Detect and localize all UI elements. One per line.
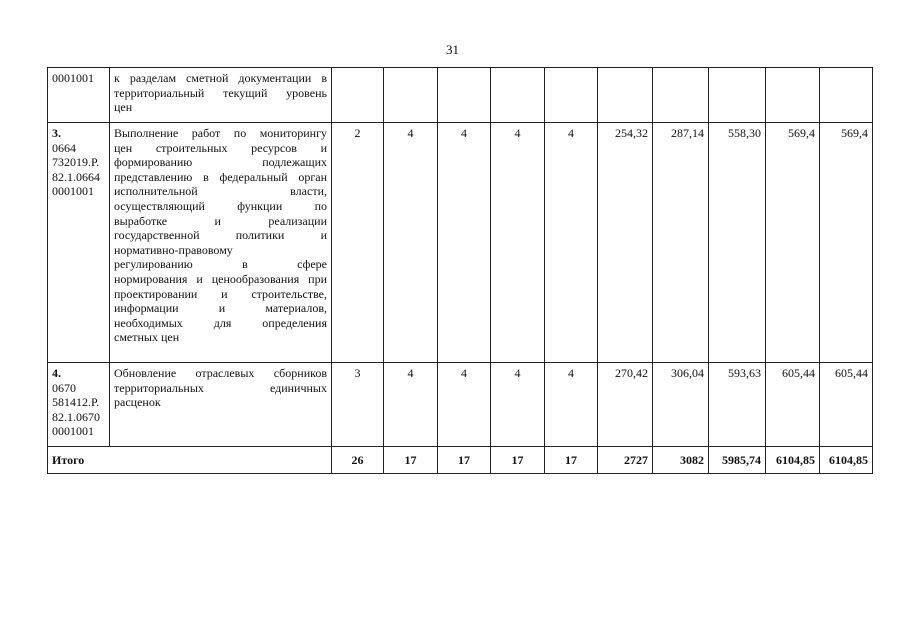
row-description — [110, 363, 332, 447]
desc-line: Обновление отраслевых сборников — [114, 366, 327, 380]
cell-value: 2 — [332, 123, 384, 363]
desc-line: нормирования и ценообразования при — [114, 271, 327, 286]
cell-value: 593,63 — [709, 363, 766, 447]
code-line: 0001001 — [52, 71, 94, 85]
table-row — [48, 363, 873, 447]
code-line: 82.1.0670 — [52, 409, 100, 424]
desc-line: цен строительных ресурсов и — [114, 140, 327, 155]
desc-line: нормативно-правовому — [114, 242, 233, 257]
code-line: 0001001 — [52, 184, 94, 199]
total-label: Итого — [48, 447, 332, 474]
desc-line: сметных цен — [114, 330, 180, 345]
cell-value — [709, 68, 766, 123]
cell-value: 4 — [491, 123, 545, 363]
desc-line: к разделам сметной документации в — [114, 71, 327, 85]
desc-line: расценок — [114, 395, 161, 410]
row-number: 4. — [52, 366, 61, 380]
desc-line: осуществляющий функции по — [114, 198, 327, 213]
cell-value: 569,4 — [766, 123, 820, 363]
desc-line: информации и материалов, — [114, 301, 327, 316]
cell-value — [438, 68, 491, 123]
total-value: 17 — [545, 447, 598, 474]
desc-line: выработке и реализации — [114, 213, 327, 228]
table-row — [48, 68, 873, 123]
cell-value — [653, 68, 709, 123]
desc-line: Выполнение работ по мониторингу — [114, 126, 327, 140]
total-value: 3082 — [653, 447, 709, 474]
code-line: 732019.Р. — [52, 155, 100, 170]
code-line: 82.1.0664 — [52, 169, 100, 184]
cell-value — [384, 68, 438, 123]
row-description — [110, 68, 332, 123]
cell-value: 4 — [438, 363, 491, 447]
desc-line: представлению в федеральный орган — [114, 169, 327, 184]
cell-value: 4 — [438, 123, 491, 363]
cell-value — [820, 68, 873, 123]
row-description — [110, 123, 332, 363]
total-value: 6104,85 — [766, 447, 820, 474]
cell-value: 4 — [491, 363, 545, 447]
total-value: 2727 — [598, 447, 653, 474]
total-value: 17 — [491, 447, 545, 474]
cell-value — [491, 68, 545, 123]
cell-value: 287,14 — [653, 123, 709, 363]
cell-value: 4 — [384, 363, 438, 447]
budget-table — [47, 67, 873, 474]
code-line: 0001001 — [52, 424, 94, 439]
desc-line: государственной политики и — [114, 228, 327, 243]
total-row — [48, 447, 873, 474]
desc-line: территориальных единичных — [114, 380, 327, 395]
cell-value — [598, 68, 653, 123]
cell-value — [766, 68, 820, 123]
cell-value: 306,04 — [653, 363, 709, 447]
desc-line: исполнительной власти, — [114, 184, 327, 199]
row-code — [48, 363, 110, 447]
row-code — [48, 123, 110, 363]
desc-line: формированию подлежащих — [114, 155, 327, 170]
total-value: 26 — [332, 447, 384, 474]
desc-line: цен — [114, 100, 133, 115]
code-line: 0670 — [52, 380, 76, 395]
code-line: 581412.Р. — [52, 395, 100, 410]
cell-value — [545, 68, 598, 123]
total-value: 17 — [384, 447, 438, 474]
cell-value: 558,30 — [709, 123, 766, 363]
cell-value: 569,4 — [820, 123, 873, 363]
row-number: 3. — [52, 126, 61, 140]
desc-line: регулированию в сфере — [114, 257, 327, 272]
cell-value: 605,44 — [766, 363, 820, 447]
cell-value: 3 — [332, 363, 384, 447]
cell-value: 4 — [384, 123, 438, 363]
cell-value: 605,44 — [820, 363, 873, 447]
table-row — [48, 123, 873, 363]
total-value: 17 — [438, 447, 491, 474]
page-number: 31 — [446, 42, 459, 57]
code-line: 0664 — [52, 140, 76, 155]
cell-value: 4 — [545, 363, 598, 447]
cell-value: 4 — [545, 123, 598, 363]
total-value: 6104,85 — [820, 447, 873, 474]
desc-line: территориальный текущий уровень — [114, 85, 327, 100]
cell-value: 270,42 — [598, 363, 653, 447]
desc-line: необходимых для определения — [114, 315, 327, 330]
cell-value: 254,32 — [598, 123, 653, 363]
cell-value — [332, 68, 384, 123]
total-value: 5985,74 — [709, 447, 766, 474]
desc-line: проектировании и строительстве, — [114, 286, 327, 301]
row-code — [48, 68, 110, 123]
